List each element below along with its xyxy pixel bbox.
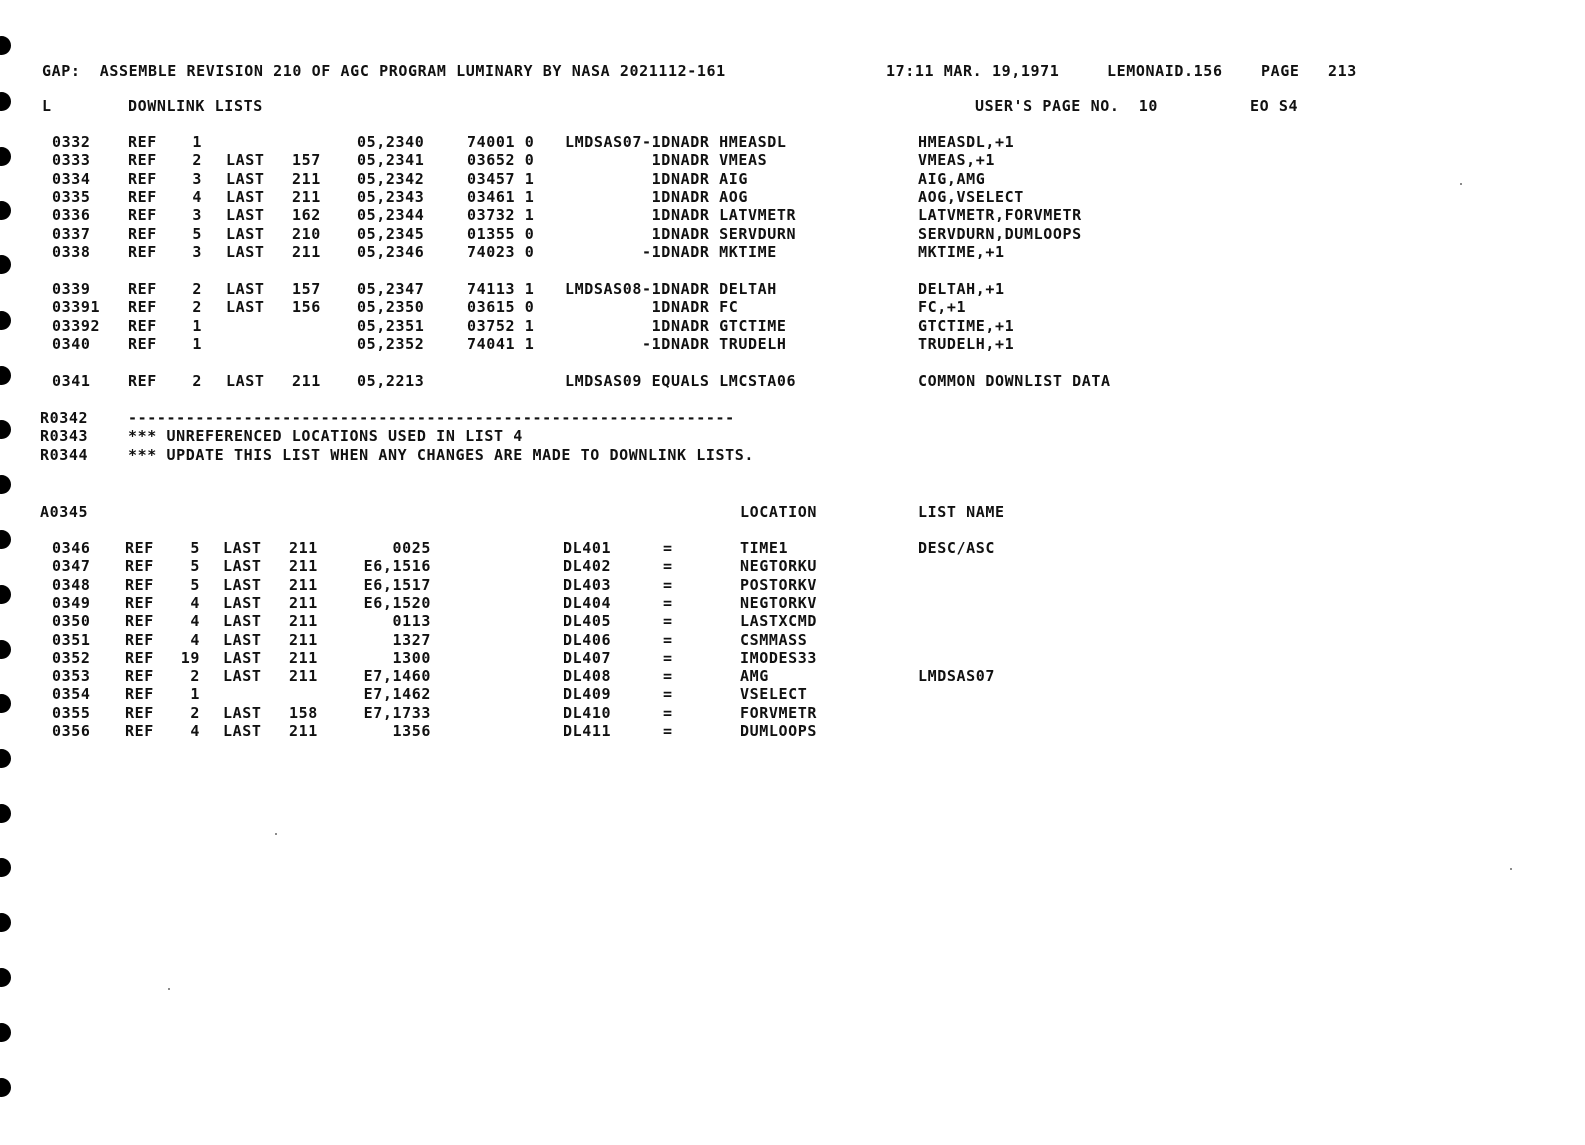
list-name-header: LIST NAME: [918, 503, 1005, 521]
remark-text: *** UPDATE THIS LIST WHEN ANY CHANGES ARE MADE TO DOWNLINK LISTS.: [128, 446, 754, 464]
octal-word: 03752 1: [467, 317, 535, 335]
ref-count: 2: [192, 372, 202, 390]
line-number: 0352: [52, 649, 91, 667]
comment: AOG,VSELECT: [918, 188, 1024, 206]
feed-hole: [0, 311, 11, 330]
list-name: DESC/ASC: [918, 539, 996, 557]
line-number: 0353: [52, 667, 91, 685]
source-code: 1DNADR AOG: [565, 188, 748, 206]
address: E6,1520: [363, 594, 431, 612]
feed-hole: [0, 530, 11, 549]
line-number: 0339: [52, 280, 91, 298]
source-code: 1DNADR GTCTIME: [565, 317, 787, 335]
last-revision: 211: [289, 539, 318, 557]
last-revision: 211: [292, 372, 321, 390]
last-revision: 157: [292, 280, 321, 298]
ref-count: 5: [190, 576, 200, 594]
comment: FC,+1: [918, 298, 967, 316]
line-number: 0347: [52, 557, 91, 575]
ref-marker: REF: [128, 298, 157, 316]
location: IMODES33: [740, 649, 818, 667]
source-code: 1DNADR FC: [565, 298, 739, 316]
page-label: PAGE: [1261, 62, 1300, 80]
paper-speck: [275, 833, 277, 835]
last-revision: 158: [289, 704, 318, 722]
list-name: LMDSAS07: [918, 667, 996, 685]
last-marker: LAST: [223, 576, 262, 594]
address: E6,1516: [363, 557, 431, 575]
address: 05,2213: [357, 372, 425, 390]
feed-hole: [0, 640, 11, 659]
last-marker: LAST: [223, 649, 262, 667]
feed-hole: [0, 585, 11, 604]
octal-word: 74041 1: [467, 335, 535, 353]
location: LASTXCMD: [740, 612, 818, 630]
line-number: 0350: [52, 612, 91, 630]
feed-hole: [0, 1078, 11, 1097]
downlink-label: DL401: [563, 539, 612, 557]
last-revision: 211: [292, 243, 321, 261]
last-marker: LAST: [223, 704, 262, 722]
ref-marker: REF: [125, 539, 154, 557]
comment: AIG,AMG: [918, 170, 986, 188]
ref-marker: REF: [125, 704, 154, 722]
ref-count: 2: [192, 298, 202, 316]
location: VSELECT: [740, 685, 808, 703]
ref-marker: REF: [125, 576, 154, 594]
address: 05,2345: [357, 225, 425, 243]
source-code: 1DNADR LATVMETR: [565, 206, 797, 224]
feed-hole: [0, 694, 11, 713]
ref-count: 2: [192, 280, 202, 298]
remark-text: *** UNREFERENCED LOCATIONS USED IN LIST 4: [128, 427, 523, 445]
remark-text: ---------------------------------------------------------------: [128, 409, 735, 427]
feed-hole: [0, 366, 11, 385]
address: 05,2346: [357, 243, 425, 261]
last-marker: LAST: [223, 667, 262, 685]
equals-sign: =: [663, 704, 673, 722]
ref-marker: REF: [128, 243, 157, 261]
ref-count: 2: [190, 667, 200, 685]
ref-count: 4: [192, 188, 202, 206]
location: NEGTORKU: [740, 557, 818, 575]
downlink-label: DL410: [563, 704, 612, 722]
octal-word: 03615 0: [467, 298, 535, 316]
last-marker: LAST: [223, 557, 262, 575]
comment: SERVDURN,DUMLOOPS: [918, 225, 1082, 243]
address: 05,2352: [357, 335, 425, 353]
last-marker: LAST: [223, 722, 262, 740]
line-number: 0348: [52, 576, 91, 594]
ref-count: 3: [192, 243, 202, 261]
line-number: 0340: [52, 335, 91, 353]
comment: VMEAS,+1: [918, 151, 996, 169]
ref-marker: REF: [128, 170, 157, 188]
octal-word: 03461 1: [467, 188, 535, 206]
ref-marker: REF: [125, 649, 154, 667]
equals-sign: =: [663, 539, 673, 557]
octal-word: 01355 0: [467, 225, 535, 243]
ref-count: 1: [192, 335, 202, 353]
ref-count: 19: [180, 649, 200, 667]
feed-hole: [0, 420, 11, 439]
last-marker: LAST: [226, 298, 265, 316]
last-marker: LAST: [226, 206, 265, 224]
downlink-label: DL404: [563, 594, 612, 612]
address: 05,2342: [357, 170, 425, 188]
ref-count: 5: [192, 225, 202, 243]
line-number: 0356: [52, 722, 91, 740]
ref-count: 4: [190, 631, 200, 649]
location-header: LOCATION: [740, 503, 818, 521]
feed-hole: [0, 804, 11, 823]
ref-marker: REF: [125, 722, 154, 740]
downlink-label: DL406: [563, 631, 612, 649]
last-revision: 211: [289, 722, 318, 740]
comment: GTCTIME,+1: [918, 317, 1015, 335]
source-code: 1DNADR AIG: [565, 170, 748, 188]
location: NEGTORKV: [740, 594, 818, 612]
address: 05,2343: [357, 188, 425, 206]
last-revision: 211: [289, 612, 318, 630]
paper-speck: [168, 988, 170, 990]
line-number: 0341: [52, 372, 91, 390]
last-marker: LAST: [226, 188, 265, 206]
ref-marker: REF: [128, 151, 157, 169]
feed-hole: [0, 255, 11, 274]
equals-sign: =: [663, 612, 673, 630]
octal-word: 74113 1: [467, 280, 535, 298]
last-revision: 156: [292, 298, 321, 316]
address: E7,1460: [363, 667, 431, 685]
last-marker: LAST: [226, 372, 265, 390]
last-marker: LAST: [226, 280, 265, 298]
ref-marker: REF: [128, 206, 157, 224]
source-code: -1DNADR TRUDELH: [565, 335, 787, 353]
last-revision: 211: [292, 170, 321, 188]
downlink-label: DL407: [563, 649, 612, 667]
source-code: LMDSAS07-1DNADR HMEASDL: [565, 133, 787, 151]
address: 05,2350: [357, 298, 425, 316]
downlink-label: DL408: [563, 667, 612, 685]
ref-count: 3: [192, 206, 202, 224]
feed-hole: [0, 475, 11, 494]
eo-code: EO S4: [1250, 97, 1299, 115]
ref-marker: REF: [128, 317, 157, 335]
downlink-label: DL411: [563, 722, 612, 740]
remark-line-number: R0343: [40, 427, 89, 445]
address: 1327: [392, 631, 431, 649]
address: E6,1517: [363, 576, 431, 594]
ref-count: 1: [192, 133, 202, 151]
ref-count: 2: [192, 151, 202, 169]
line-number: 0332: [52, 133, 91, 151]
last-marker: LAST: [223, 594, 262, 612]
comment: LATVMETR,FORVMETR: [918, 206, 1082, 224]
ref-count: 3: [192, 170, 202, 188]
feed-hole: [0, 201, 11, 220]
source-code: -1DNADR MKTIME: [565, 243, 777, 261]
last-revision: 157: [292, 151, 321, 169]
tractor-feed-holes: [0, 0, 22, 1145]
octal-word: 03732 1: [467, 206, 535, 224]
last-revision: 211: [292, 188, 321, 206]
comment: DELTAH,+1: [918, 280, 1005, 298]
location: FORVMETR: [740, 704, 818, 722]
ref-count: 4: [190, 594, 200, 612]
ref-marker: REF: [125, 612, 154, 630]
line-number: 0346: [52, 539, 91, 557]
comment: HMEASDL,+1: [918, 133, 1015, 151]
ref-marker: REF: [128, 335, 157, 353]
feed-hole: [0, 36, 11, 55]
line-number: 0337: [52, 225, 91, 243]
line-number: 0335: [52, 188, 91, 206]
ref-count: 5: [190, 557, 200, 575]
address: 05,2344: [357, 206, 425, 224]
ref-marker: REF: [128, 133, 157, 151]
address: 1300: [392, 649, 431, 667]
downlink-label: DL402: [563, 557, 612, 575]
ref-count: 1: [192, 317, 202, 335]
last-revision: 211: [289, 631, 318, 649]
last-revision: 162: [292, 206, 321, 224]
octal-word: 74023 0: [467, 243, 535, 261]
ref-marker: REF: [125, 557, 154, 575]
ref-marker: REF: [125, 667, 154, 685]
paper-speck: [1460, 183, 1462, 185]
location: CSMMASS: [740, 631, 808, 649]
location: DUMLOOPS: [740, 722, 818, 740]
equals-sign: =: [663, 594, 673, 612]
ref-count: 1: [190, 685, 200, 703]
last-marker: LAST: [223, 631, 262, 649]
feed-hole: [0, 858, 11, 877]
ref-marker: REF: [125, 631, 154, 649]
ref-marker: REF: [125, 685, 154, 703]
last-revision: 210: [292, 225, 321, 243]
last-marker: LAST: [226, 225, 265, 243]
line-number: A0345: [40, 503, 89, 521]
comment: MKTIME,+1: [918, 243, 1005, 261]
page-number: 213: [1328, 62, 1357, 80]
octal-word: 74001 0: [467, 133, 535, 151]
paper-speck: [1510, 868, 1512, 870]
line-number: 0349: [52, 594, 91, 612]
line-number: 0334: [52, 170, 91, 188]
line-number: 0351: [52, 631, 91, 649]
listing-timestamp: 17:11 MAR. 19,1971: [886, 62, 1060, 80]
feed-hole: [0, 913, 11, 932]
downlink-label: DL409: [563, 685, 612, 703]
equals-sign: =: [663, 631, 673, 649]
ref-count: 2: [190, 704, 200, 722]
last-marker: LAST: [226, 170, 265, 188]
listing-title: GAP: ASSEMBLE REVISION 210 OF AGC PROGRAM LUMINARY BY NASA 2021112-161: [42, 62, 726, 80]
ref-count: 4: [190, 612, 200, 630]
downlink-label: DL405: [563, 612, 612, 630]
listing-file: LEMONAID.156: [1107, 62, 1223, 80]
last-marker: LAST: [223, 539, 262, 557]
feed-hole: [0, 92, 11, 111]
last-marker: LAST: [223, 612, 262, 630]
location: AMG: [740, 667, 769, 685]
source-code: LMDSAS09 EQUALS LMCSTA06: [565, 372, 797, 390]
line-number: 03391: [52, 298, 101, 316]
last-revision: 211: [289, 594, 318, 612]
equals-sign: =: [663, 685, 673, 703]
address: 0113: [392, 612, 431, 630]
section-letter: L: [42, 97, 52, 115]
line-number: 0354: [52, 685, 91, 703]
octal-word: 03457 1: [467, 170, 535, 188]
equals-sign: =: [663, 722, 673, 740]
feed-hole: [0, 1023, 11, 1042]
address: 05,2351: [357, 317, 425, 335]
user-page-number: USER'S PAGE NO. 10: [975, 97, 1158, 115]
ref-count: 5: [190, 539, 200, 557]
address: 0025: [392, 539, 431, 557]
ref-marker: REF: [128, 280, 157, 298]
address: 05,2341: [357, 151, 425, 169]
ref-marker: REF: [128, 225, 157, 243]
last-revision: 211: [289, 667, 318, 685]
line-number: 0338: [52, 243, 91, 261]
last-revision: 211: [289, 557, 318, 575]
ref-marker: REF: [128, 188, 157, 206]
remark-line-number: R0344: [40, 446, 89, 464]
address: E7,1462: [363, 685, 431, 703]
feed-hole: [0, 749, 11, 768]
section-title: DOWNLINK LISTS: [128, 97, 263, 115]
remark-line-number: R0342: [40, 409, 89, 427]
ref-marker: REF: [128, 372, 157, 390]
comment: COMMON DOWNLIST DATA: [918, 372, 1111, 390]
address: 1356: [392, 722, 431, 740]
last-revision: 211: [289, 649, 318, 667]
octal-word: 03652 0: [467, 151, 535, 169]
equals-sign: =: [663, 557, 673, 575]
last-marker: LAST: [226, 243, 265, 261]
equals-sign: =: [663, 667, 673, 685]
ref-count: 4: [190, 722, 200, 740]
last-marker: LAST: [226, 151, 265, 169]
source-code: 1DNADR VMEAS: [565, 151, 768, 169]
feed-hole: [0, 968, 11, 987]
line-number: 0336: [52, 206, 91, 224]
address: 05,2340: [357, 133, 425, 151]
line-number: 0355: [52, 704, 91, 722]
address: 05,2347: [357, 280, 425, 298]
address: E7,1733: [363, 704, 431, 722]
line-number: 0333: [52, 151, 91, 169]
equals-sign: =: [663, 576, 673, 594]
line-number: 03392: [52, 317, 101, 335]
equals-sign: =: [663, 649, 673, 667]
ref-marker: REF: [125, 594, 154, 612]
source-code: LMDSAS08-1DNADR DELTAH: [565, 280, 777, 298]
downlink-label: DL403: [563, 576, 612, 594]
feed-hole: [0, 147, 11, 166]
last-revision: 211: [289, 576, 318, 594]
source-code: 1DNADR SERVDURN: [565, 225, 797, 243]
location: TIME1: [740, 539, 789, 557]
location: POSTORKV: [740, 576, 818, 594]
comment: TRUDELH,+1: [918, 335, 1015, 353]
